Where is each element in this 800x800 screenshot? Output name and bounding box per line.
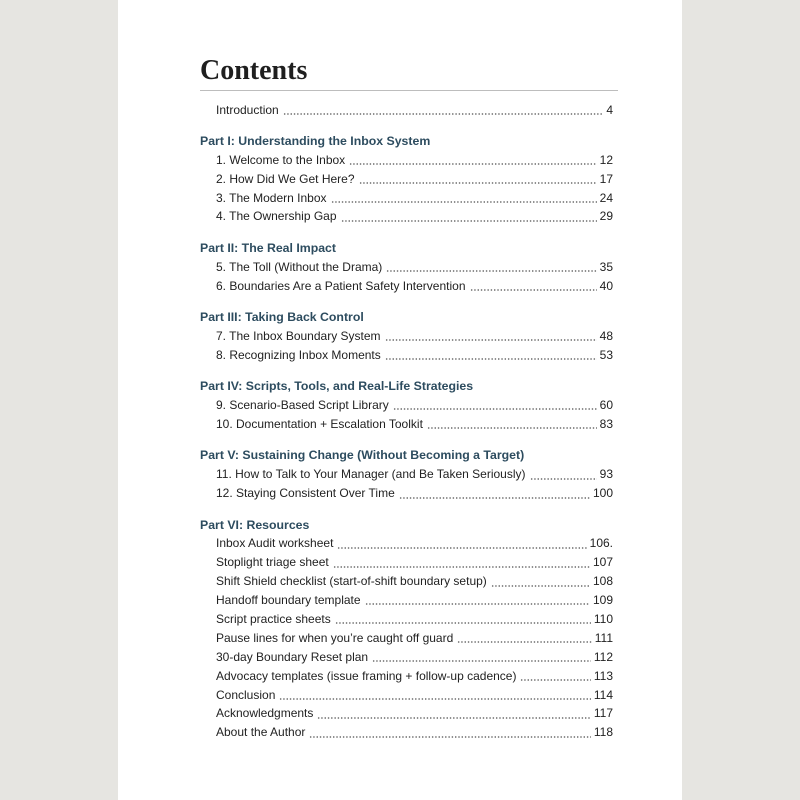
dot-leader bbox=[341, 207, 597, 226]
toc-page-number: 111 bbox=[594, 630, 613, 645]
toc-page-number: 93 bbox=[599, 467, 613, 482]
toc-page-number: 29 bbox=[599, 209, 613, 224]
toc-entry-label: Pause lines for when you’re caught off guard bbox=[216, 630, 454, 645]
toc-entry bbox=[200, 484, 613, 503]
toc-entry bbox=[200, 415, 613, 434]
toc-entry bbox=[200, 465, 613, 484]
toc-entry-label: Inbox Audit worksheet bbox=[216, 536, 334, 551]
toc-page-number: 4 bbox=[606, 102, 613, 117]
dot-leader bbox=[427, 415, 597, 434]
toc-page-number: 35 bbox=[599, 259, 613, 274]
dot-leader bbox=[385, 346, 597, 365]
dot-leader bbox=[399, 484, 590, 503]
toc-entry-label: 10. Documentation + Escalation Toolkit bbox=[216, 416, 423, 431]
toc-entry-label: 12. Staying Consistent Over Time bbox=[216, 486, 395, 501]
toc-page-number: 118 bbox=[593, 725, 613, 740]
toc-entry-label: Advocacy templates (issue framing + follow-up cadence) bbox=[216, 668, 517, 683]
toc-entry-label: 9. Scenario-Based Script Library bbox=[216, 398, 389, 413]
toc-entry-label: 11. How to Talk to Your Manager (and Be Taken Seriously) bbox=[216, 467, 526, 482]
toc-entry-label: Shift Shield checklist (start-of-shift boundary setup) bbox=[216, 574, 487, 589]
part-heading-4: Part IV: Scripts, Tools, and Real-Life Strategies bbox=[200, 379, 474, 394]
dot-leader bbox=[491, 572, 590, 591]
table-of-contents bbox=[200, 101, 613, 743]
dot-leader bbox=[372, 648, 591, 667]
toc-page-number: 48 bbox=[599, 328, 613, 343]
toc-entry-label: Stoplight triage sheet bbox=[216, 555, 329, 570]
dot-leader bbox=[385, 327, 597, 346]
toc-entry bbox=[200, 170, 613, 189]
dot-leader bbox=[317, 704, 590, 723]
toc-entry bbox=[200, 327, 613, 346]
toc-page-number: 24 bbox=[599, 190, 613, 205]
toc-entry-label: Script practice sheets bbox=[216, 611, 331, 626]
dot-leader bbox=[470, 277, 597, 296]
part-heading-2: Part II: The Real Impact bbox=[200, 240, 336, 255]
toc-entry-label: 4. The Ownership Gap bbox=[216, 209, 337, 224]
page-title: Contents bbox=[200, 55, 308, 86]
dot-leader bbox=[457, 629, 591, 648]
title-divider bbox=[200, 90, 618, 91]
toc-entry bbox=[200, 396, 613, 415]
part-heading-6: Part VI: Resources bbox=[200, 517, 310, 532]
dot-leader bbox=[335, 610, 591, 629]
toc-entry bbox=[200, 151, 613, 170]
toc-entry-label: Introduction bbox=[216, 102, 279, 117]
dot-leader bbox=[283, 101, 604, 120]
toc-entry-label: 6. Boundaries Are a Patient Safety Intervention bbox=[216, 278, 466, 293]
toc-page-number: 113 bbox=[593, 668, 613, 683]
toc-entry-label: 2. How Did We Get Here? bbox=[216, 171, 355, 186]
toc-entry bbox=[200, 277, 613, 296]
toc-entry-introduction bbox=[200, 101, 613, 120]
toc-page-number: 117 bbox=[593, 706, 613, 721]
toc-entry-label: 7. The Inbox Boundary System bbox=[216, 328, 381, 343]
toc-entry bbox=[200, 591, 613, 610]
toc-entry bbox=[200, 686, 613, 705]
dot-leader bbox=[530, 465, 597, 484]
toc-entry-label: Acknowledgments bbox=[216, 706, 314, 721]
toc-page-number: 109 bbox=[592, 593, 613, 608]
toc-entry bbox=[200, 723, 613, 742]
dot-leader bbox=[337, 534, 586, 553]
dot-leader bbox=[309, 723, 590, 742]
toc-entry bbox=[200, 648, 613, 667]
toc-page-number: 53 bbox=[599, 347, 613, 362]
dot-leader bbox=[520, 667, 590, 686]
toc-entry bbox=[200, 572, 613, 591]
toc-page-number: 17 bbox=[599, 171, 613, 186]
part-heading-3: Part III: Taking Back Control bbox=[200, 310, 364, 325]
toc-entry bbox=[200, 534, 613, 553]
part-heading-5: Part V: Sustaining Change (Without Becoming a Target) bbox=[200, 448, 525, 463]
dot-leader bbox=[349, 151, 596, 170]
toc-page-number: 83 bbox=[599, 416, 613, 431]
toc-page-number: 107 bbox=[592, 555, 613, 570]
toc-page-number: 114 bbox=[593, 687, 613, 702]
part-heading-1: Part I: Understanding the Inbox System bbox=[200, 133, 431, 148]
dot-leader bbox=[333, 553, 590, 572]
toc-page-number: 40 bbox=[599, 278, 613, 293]
dot-leader bbox=[359, 170, 597, 189]
toc-entry-label: Handoff boundary template bbox=[216, 593, 361, 608]
dot-leader bbox=[279, 686, 590, 705]
toc-entry-label: 3. The Modern Inbox bbox=[216, 190, 327, 205]
toc-entry bbox=[200, 704, 613, 723]
toc-page-number: 110 bbox=[593, 611, 613, 626]
toc-page-number: 100 bbox=[592, 486, 613, 501]
toc-entry bbox=[200, 207, 613, 226]
toc-page-number: 108 bbox=[592, 574, 613, 589]
toc-entry-label: 8. Recognizing Inbox Moments bbox=[216, 347, 381, 362]
dot-leader bbox=[393, 396, 597, 415]
toc-entry-label: Conclusion bbox=[216, 687, 276, 702]
dot-leader bbox=[365, 591, 590, 610]
toc-entry-label: 30-day Boundary Reset plan bbox=[216, 649, 369, 664]
toc-page-number: 106. bbox=[589, 536, 613, 551]
toc-entry-label: About the Author bbox=[216, 725, 306, 740]
toc-entry bbox=[200, 258, 613, 277]
toc-entry bbox=[200, 610, 613, 629]
dot-leader bbox=[331, 189, 597, 208]
dot-leader bbox=[386, 258, 596, 277]
toc-entry-label: 1. Welcome to the Inbox bbox=[216, 152, 346, 167]
toc-entry bbox=[200, 629, 613, 648]
toc-entry-label: 5. The Toll (Without the Drama) bbox=[216, 259, 383, 274]
toc-entry bbox=[200, 553, 613, 572]
toc-entry bbox=[200, 346, 613, 365]
toc-page-number: 60 bbox=[599, 398, 613, 413]
toc-page-number: 112 bbox=[593, 649, 613, 664]
document-page bbox=[118, 0, 682, 800]
toc-page-number: 12 bbox=[599, 152, 613, 167]
toc-entry bbox=[200, 189, 613, 208]
toc-entry bbox=[200, 667, 613, 686]
